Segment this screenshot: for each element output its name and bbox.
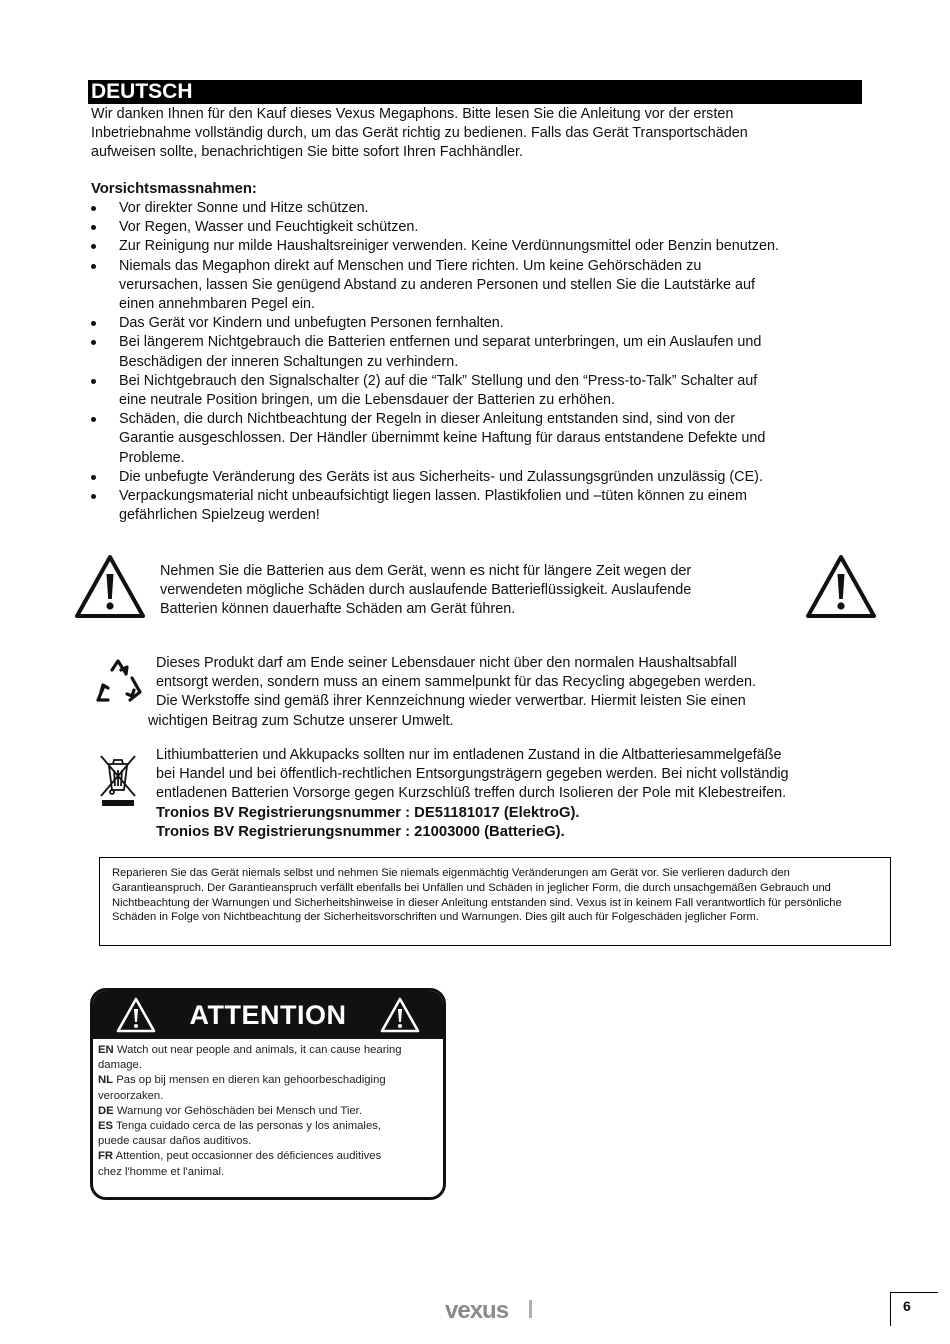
page-number-box [890,1292,938,1326]
page-number: 6 [903,1298,911,1314]
precaution-line: verursachen, lassen Sie genügend Abstand zu anderen Personen und stellen Sie die Lautstärke auf [119,276,756,293]
precaution-line: Vor direkter Sonne und Hitze schützen. [119,200,369,216]
recycling-line: wichtigen Beitrag zum Schutze unserer Umwelt. [148,712,454,729]
precaution-line: Probleme. [119,449,185,466]
precaution-item [88,487,868,525]
attention-label [90,988,446,1200]
attention-entry-en: EN Watch out near people and animals, it can cause hearing [98,1044,402,1056]
precaution-item [88,257,868,315]
precaution-item [88,314,868,333]
registration-number: Tronios BV Registrierungsnummer : 21003000 (BatterieG). [156,823,565,840]
recycling-line: Die Werkstoffe sind gemäß ihrer Kennzeichnung wieder verwertbar. Hiermit leisten Sie einen [156,693,746,710]
precaution-line: Garantie ausgeschlossen. Der Händler übernimmt keine Haftung für daraus entstandene Defekte und [119,430,766,447]
precaution-line: Bei längerem Nichtgebrauch die Batterien entfernen und separat unterbringen, um ein Auslaufen und [119,334,762,351]
battery-warning-line: Nehmen Sie die Batterien aus dem Gerät, wenn es nicht für längere Zeit wegen der [160,563,692,579]
precaution-line: Bei Nichtgebrauch den Signalschalter (2) auf die “Talk” Stellung und den “Press-to-Talk” Schalter auf [119,372,758,389]
crossed-bin-icon [97,752,139,808]
warning-triangle-icon [74,554,146,620]
intro-line: aufweisen sollte, benachrichtigen Sie bitte sofort Ihren Fachhändler. [91,144,523,161]
attention-entry-line: chez l'homme et l'animal. [98,1165,225,1178]
attention-entry-line: puede causar daños auditivos. [98,1135,252,1148]
precaution-item [88,218,868,237]
precaution-line: Zur Reinigung nur milde Haushaltsreiniger verwenden. Keine Verdünnungsmittel oder Benzin benutzen. [119,238,779,255]
attention-entry-de: DE Warnung vor Gehöschäden bei Mensch und Tier. [98,1104,362,1117]
recycling-text [148,654,848,731]
attention-entry-nl: NL Pas op bij mensen en dieren kan gehoorbeschadiging [98,1074,386,1087]
intro-paragraph [91,105,851,163]
intro-line: Inbetriebnahme vollständig durch, um das Gerät richtig zu bedienen. Falls das Gerät Transportschäden [91,125,748,142]
recycling-line: Dieses Produkt darf am Ende seiner Lebensdauer nicht über den normalen Haushaltsabfall [156,655,737,671]
precaution-line: Die unbefugte Veränderung des Geräts ist aus Sicherheits- und Zulassungsgründen unzulässig (CE). [119,468,763,485]
warranty-notice-text: Reparieren Sie das Gerät niemals selbst und nehmen Sie niemals eigenmächtig Veränderungen am Gerät vor. Sie verlieren dadurch den Garantieanspruch. Der Garantieanspruch verfällt ebenfalls bei Unfällen und Schäden in jeglicher Form, die durch unsachgemäßen Gebrauch und Nichtbeachtung der Warnungen und Sicherheitshinweise in dieser Anleitung entstanden sind. Vexus ist in keinem Fall verantwortlich für persönliche Schäden in Folge von Nichtbeachtung der Sicherheitsvorschriften und Warnungen. Dies gilt auch für Folgeschäden jeglicher Form. [112,867,842,924]
battery-disposal-text [156,746,876,842]
battery-disposal-line: entladenen Batterien Vorsorge gegen Kurzschlüß treffen durch Isolieren der Pole mit Klebestreifen. [156,785,787,802]
precautions-title: Vorsichtsmassnahmen: [91,181,257,197]
attention-entry-line: veroorzaken. [98,1089,164,1102]
attention-entry-fr: FR Attention, peut occasionner des déficiences auditives [98,1150,382,1163]
precaution-line: Das Gerät vor Kindern und unbefugten Personen fernhalten. [119,315,504,332]
precaution-line: Schäden, die durch Nichtbeachtung der Regeln in dieser Anleitung entstanden sind, sind von der [119,411,736,428]
intro-line: Wir danken Ihnen für den Kauf dieses Vexus Megaphons. Bitte lesen Sie die Anleitung vor der ersten [91,106,734,122]
precaution-line: Niemals das Megaphon direkt auf Menschen und Tiere richten. Um keine Gehörschäden zu [119,257,702,274]
battery-warning-line: verwendeten mögliche Schäden durch auslaufende Batterieflüssigkeit. Auslaufende [160,582,692,599]
precaution-item [88,468,868,487]
precaution-line: gefährlichen Spielzeug werden! [119,507,320,524]
warning-triangle-icon [805,554,877,620]
precaution-line: einen annehmbaren Pegel ein. [119,296,316,313]
battery-warning-line: Batterien können dauerhafte Schäden am Gerät führen. [160,601,516,618]
precautions-list [88,199,868,525]
vexus-logo [445,1296,535,1326]
precaution-item [88,410,868,468]
precaution-line: Vor Regen, Wasser und Feuchtigkeit schützen. [119,219,419,236]
precaution-line: eine neutrale Position bringen, um die Lebensdauer der Batterien zu erhöhen. [119,392,616,409]
recycle-icon [94,658,144,704]
language-header: DEUTSCH [88,80,862,104]
attention-title: ATTENTION [189,1000,347,1030]
battery-disposal-line: bei Handel und bei öffentlich-rechtlichen Entsorgungsträgern gegeben werden. Bei nicht vollständig [156,766,789,783]
precaution-line: Beschädigen der inneren Schaltungen zu verhindern. [119,353,459,370]
precaution-item [88,237,868,256]
vexus-logo-text: vexus [445,1297,509,1324]
precaution-item [88,333,868,371]
attention-entry-line: damage. [98,1059,142,1072]
precaution-item [88,199,868,218]
warranty-notice-box [99,857,891,946]
recycling-line: entsorgt werden, sondern muss an einem sammelpunkt für das Recycling abgegeben werden. [156,674,756,691]
battery-disposal-line: Lithiumbatterien und Akkupacks sollten nur im entladenen Zustand in die Altbatteriesammelgefäße [156,747,782,763]
precaution-item [88,372,868,410]
battery-warning-text [160,562,780,620]
registration-number: Tronios BV Registrierungsnummer : DE51181017 (ElektroG). [156,804,580,821]
attention-entry-es: ES Tenga cuidado cerca de las personas y los animales, [98,1120,382,1133]
attention-body [98,1043,440,1180]
precaution-line: Verpackungsmaterial nicht unbeaufsichtigt liegen lassen. Plastikfolien und –tüten können zu einem [119,488,747,505]
